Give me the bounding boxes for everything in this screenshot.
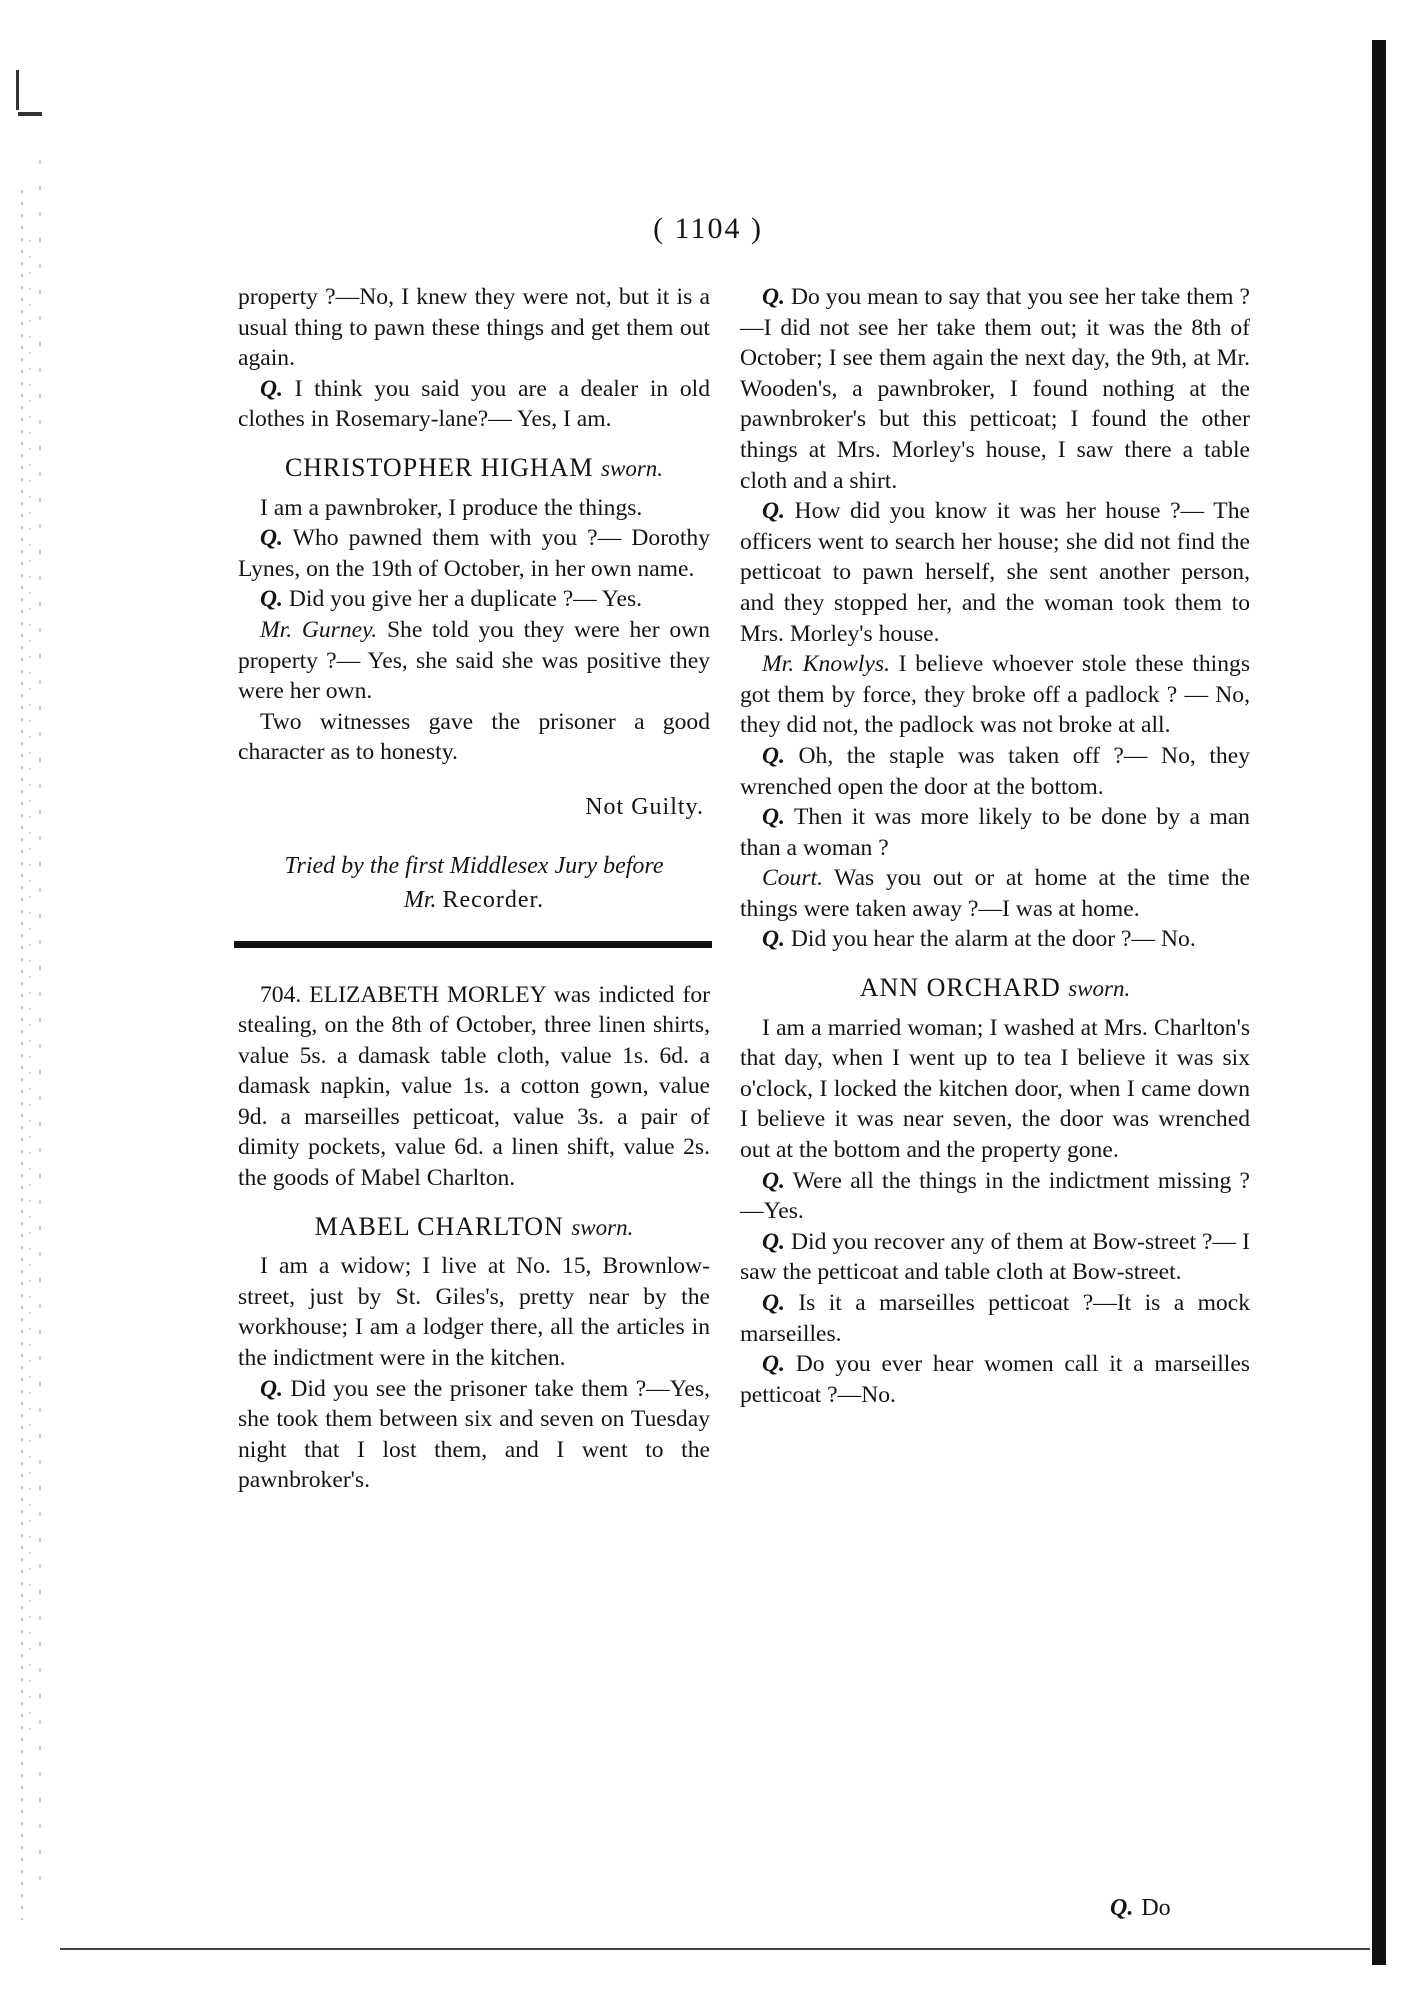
witness-heading-mabel-charlton: MABEL CHARLTON sworn. <box>314 1211 634 1241</box>
speaker-label: Mr. Knowlys. <box>762 651 890 678</box>
right-column <box>740 282 1250 1410</box>
witness-heading-christopher-higham: CHRISTOPHER HIGHAM sworn. <box>284 452 664 482</box>
right-paragraph-4: Q. Oh, the staple was taken off ?— No, they wrenched open the door at the bottom. <box>740 742 1250 800</box>
page-edge-bar <box>1372 40 1386 1965</box>
question-mark: Q. <box>762 1167 785 1194</box>
left-paragraph-7: Two witnesses gave the prisoner a good character as to honesty. <box>238 708 710 766</box>
speaker-label: Court. <box>762 865 823 892</box>
left-paragraph-6: Mr. Gurney. She told you they were her own property ?— Yes, she said she was positive they were her own. <box>238 616 710 705</box>
question-mark: Q. <box>260 1375 283 1402</box>
right-paragraph-7: Q. Did you hear the alarm at the door ?— No. <box>762 926 1196 953</box>
right-paragraph-5: Q. Then it was more likely to be done by a man than a woman ? <box>740 804 1250 861</box>
section-divider <box>234 941 712 948</box>
left-paragraph-4: Q. Who pawned them with you ?— Dorothy Lynes, on the 19th of October, in her own name. <box>238 525 711 582</box>
catchword: Q. Do <box>1110 1895 1171 1921</box>
question-mark: Q. <box>762 1351 785 1378</box>
question-mark: Q. <box>260 586 283 613</box>
left-paragraph-9: I am a widow; I live at No. 15, Brownlow-street, just by St. Giles's, pretty near by the workhouse; I am a lodger there, all the articles in the indictment were in the kitchen. <box>238 1253 710 1372</box>
right-paragraph-6: Court. Was you out or at home at the time the things were taken away ?—I was at home. <box>740 865 1250 922</box>
witness-heading-ann-orchard: ANN ORCHARD sworn. <box>859 973 1131 1003</box>
left-paragraph-8: 704. ELIZABETH MORLEY was indicted for stealing, on the 8th of October, three linen shirts, value 5s. a damask table cloth, value 1s. 6d. a damask napkin, value 1s. a cotton gown, value 9d. a marseilles petticoat, value 3s. a pair of dimity pockets, value 6d. a linen shift, value 2s. the goods of Mabel Charlton. <box>238 981 710 1192</box>
right-paragraph-2: Q. How did you know it was her house ?— The officers went to search her house; she did not find the petticoat to pawn herself, she sent another person, and they stopped her, and the woman took them to Mrs. Morley's house. <box>740 498 1250 647</box>
question-mark: Q. <box>762 926 785 953</box>
question-mark: Q. <box>260 525 283 552</box>
question-mark: Q. <box>1110 1895 1134 1921</box>
question-mark: Q. <box>762 284 785 310</box>
right-paragraph-8: I am a married woman; I washed at Mrs. Charlton's that day, when I went up to tea I believe it was six o'clock, I locked the kitchen door, when I came down I believe it was near seven, the door was wrenched out at the bottom and the property gone. <box>740 1014 1250 1164</box>
right-paragraph-1: Q. Do you mean to say that you see her take them ?—I did not see her take them out; it was the 8th of October; I see them again the next day, the 9th, at Mr. Wooden's, a pawnbroker, I found nothing at the pawnbroker's but this petticoat; I found the other things at Mrs. Morley's house, I saw there a table cloth and a shirt. <box>740 284 1250 494</box>
left-paragraph-10: Q. Did you see the prisoner take them ?—Yes, she took them between six and seven on Tuesday night that I lost them, and I went to the pawnbroker's. <box>238 1375 710 1494</box>
question-mark: Q. <box>762 804 785 831</box>
bottom-rule <box>60 1948 1370 1950</box>
question-mark: Q. <box>260 375 283 402</box>
left-paragraph-5: Q. Did you give her a duplicate ?— Yes. <box>260 586 643 613</box>
left-paragraph-1: property ?—No, I knew they were not, but it is a usual thing to pawn these things and get them out again. <box>238 284 710 372</box>
left-paragraph-3: I am a pawnbroker, I produce the things. <box>260 494 643 521</box>
right-paragraph-12: Q. Do you ever hear women call it a marseilles petticoat ?—No. <box>740 1351 1250 1408</box>
verdict: Not Guilty. <box>585 793 704 820</box>
question-mark: Q. <box>762 1290 785 1316</box>
question-mark: Q. <box>762 1228 785 1255</box>
right-paragraph-10: Q. Did you recover any of them at Bow-street ?— I saw the petticoat and table cloth at Bow-street. <box>740 1228 1250 1286</box>
page-number: ( 1104 ) <box>653 212 763 245</box>
trial-note: Tried by the first Middlesex Jury before Mr. Recorder. <box>284 852 664 913</box>
left-column <box>238 282 710 1496</box>
question-mark: Q. <box>762 742 785 769</box>
scan-edge-artifacts <box>6 40 64 1970</box>
right-paragraph-3: Mr. Knowlys. I believe whoever stole these things got them by force, they broke off a padlock ? — No, they did not, the padlock was not broke at all. <box>740 651 1250 739</box>
right-paragraph-11: Q. Is it a marseilles petticoat ?—It is a mock marseilles. <box>740 1290 1250 1347</box>
left-paragraph-2: Q. I think you said you are a dealer in old clothes in Rosemary-lane?— Yes, I am. <box>238 375 710 433</box>
speaker-label: Mr. Gurney. <box>260 616 378 643</box>
question-mark: Q. <box>762 498 785 525</box>
right-paragraph-9: Q. Were all the things in the indictment missing ?—Yes. <box>740 1167 1250 1225</box>
